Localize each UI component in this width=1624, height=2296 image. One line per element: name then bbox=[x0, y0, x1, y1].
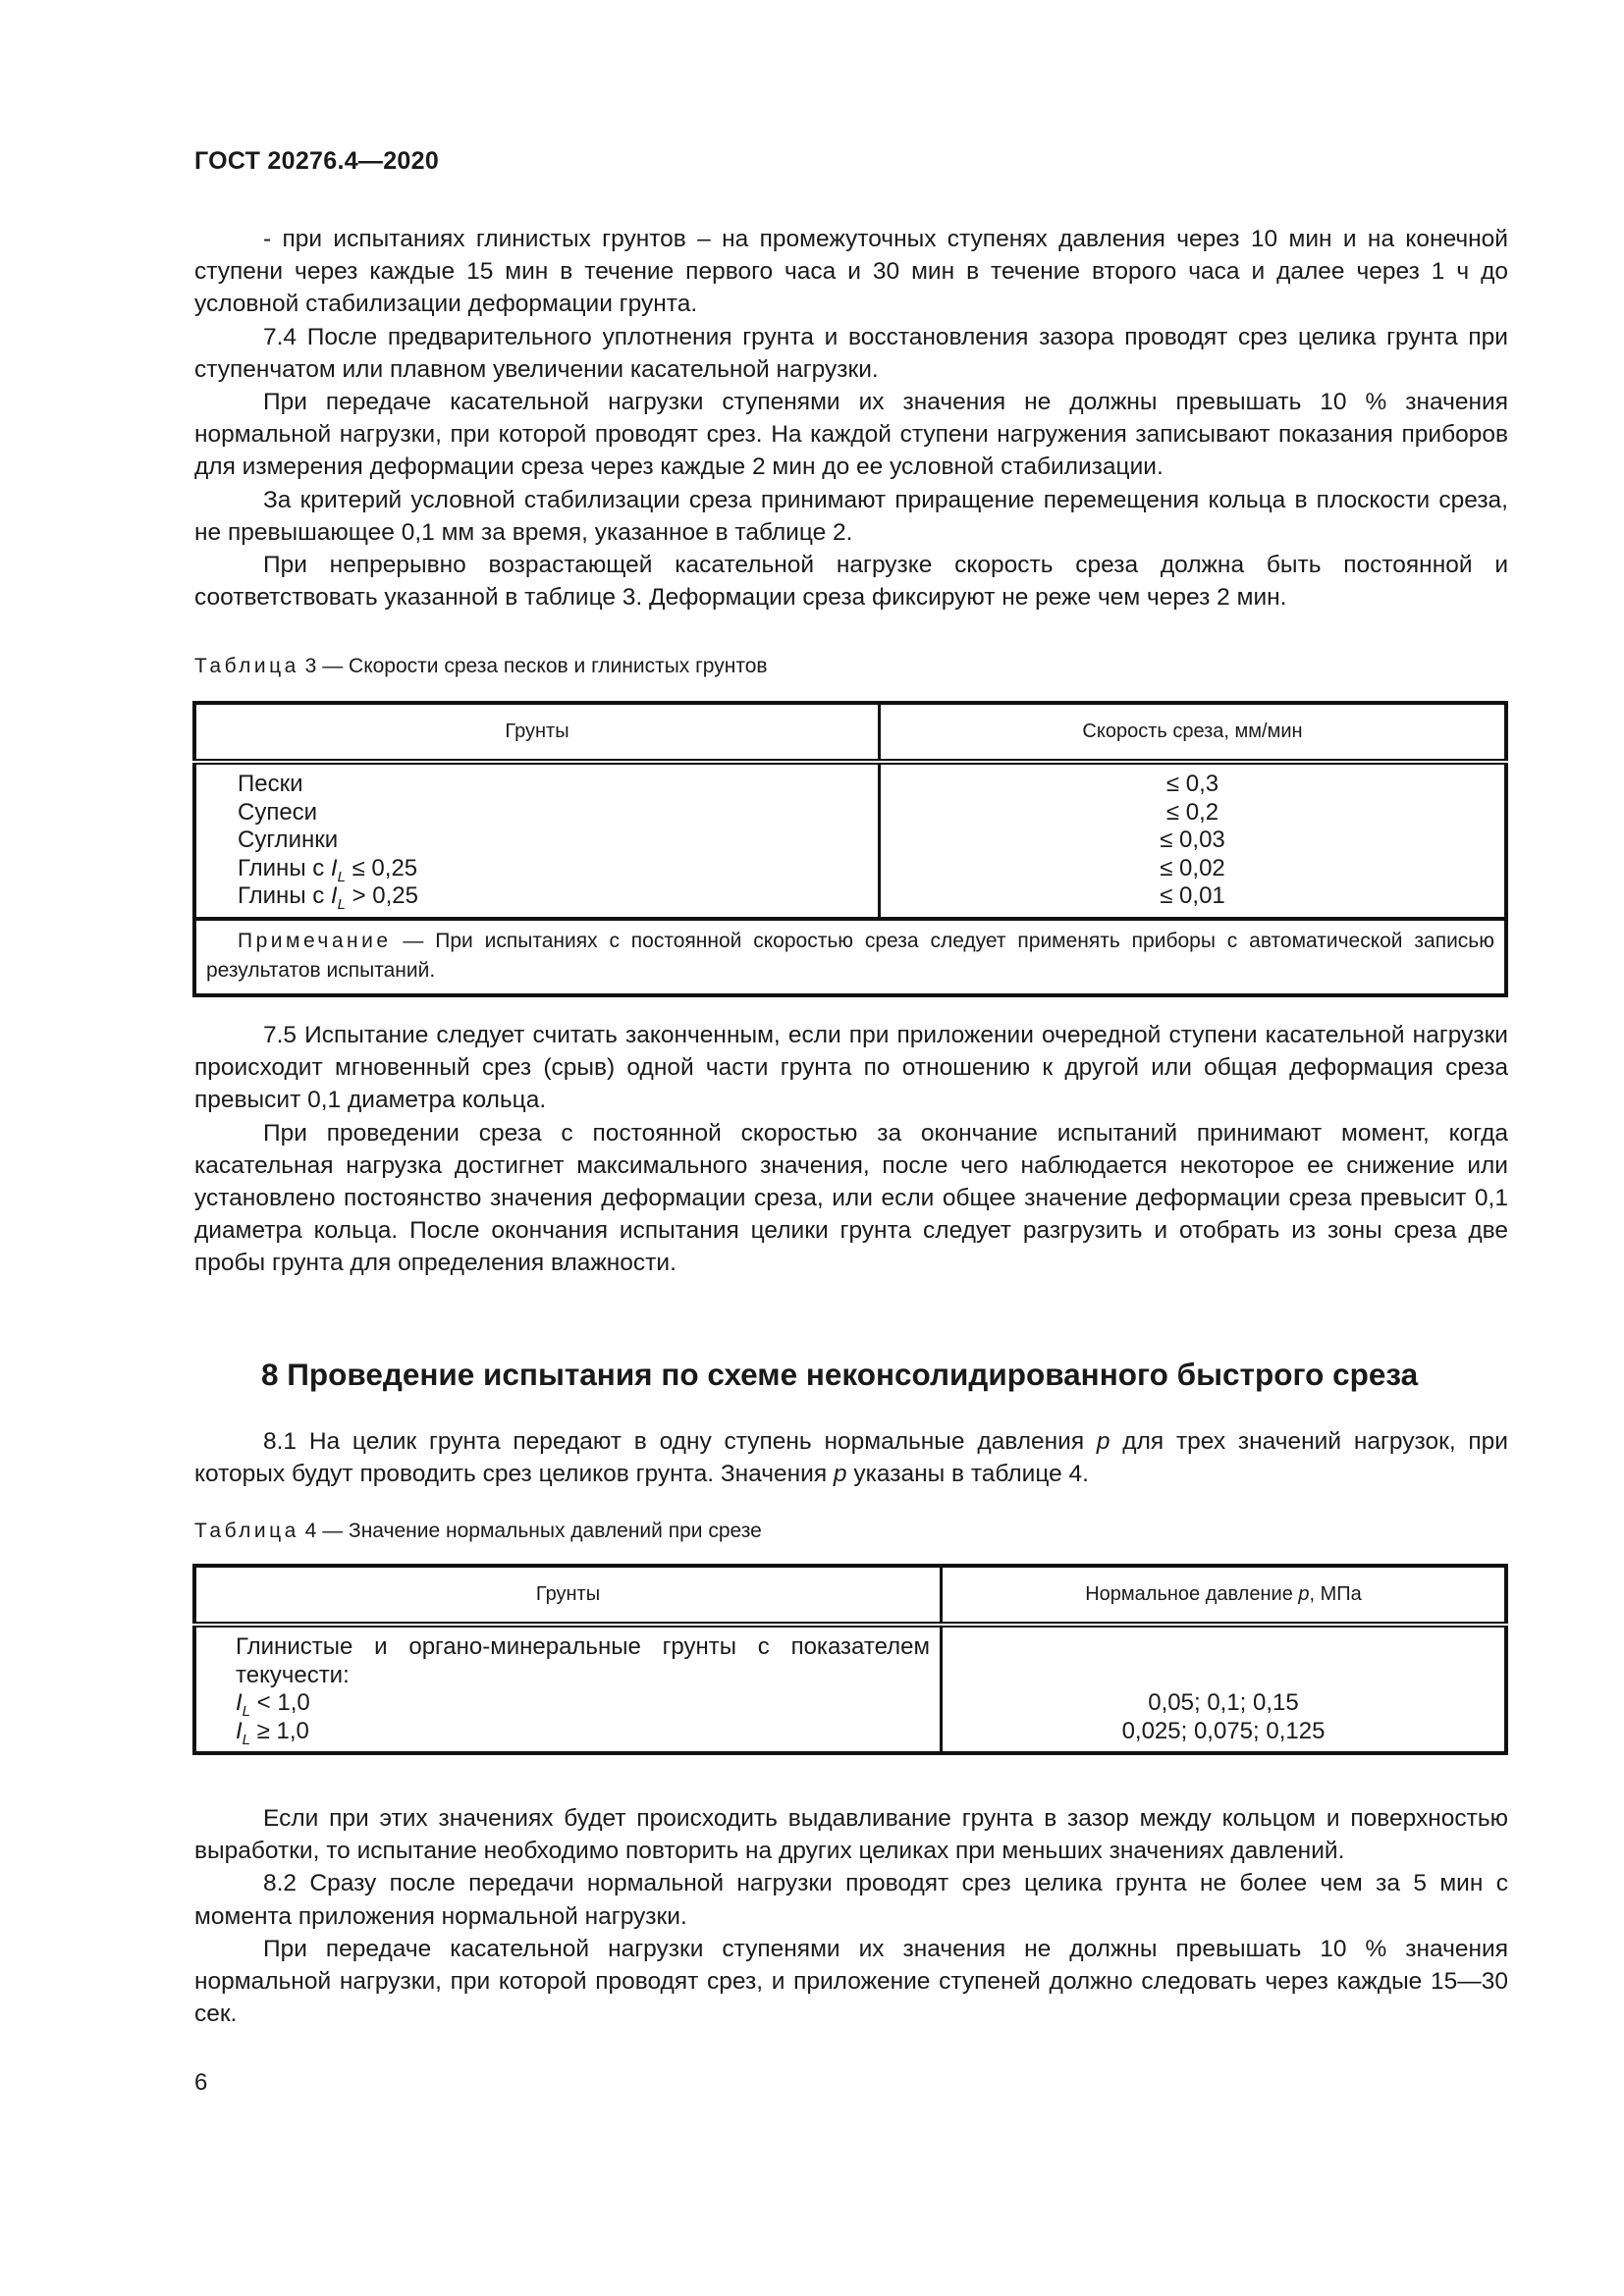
section-7-5-paragraphs bbox=[194, 1019, 1508, 1280]
paragraph-continuous-loading: При непрерывно возрастающей касательной нагрузке скорость среза должна быть постоянной и соответствовать указанной в таблице 3. Деформации среза фиксируют не реже чем через 2 мин. bbox=[194, 552, 1508, 612]
table-3-soil-column bbox=[194, 762, 880, 919]
table-4-pressure-column bbox=[942, 1625, 1507, 1753]
paragraph-extrusion-repeat: Если при этих значениях будет происходить выдавливание грунта в зазор между кольцом и поверхностью выработки, то испытание необходимо повторить на других целиках при меньших значениях давлений. bbox=[194, 1805, 1508, 1865]
table-3-caption-prefix: Таблица bbox=[194, 655, 299, 677]
section-8-heading: 8 Проведение испытания по схеме неконсолидированного быстрого среза bbox=[261, 1357, 1419, 1392]
paragraph-clay-intervals: - при испытаниях глинистых грунтов – на промежуточных ступенях давления через 10 мин и на конечной ступени через каждые 15 мин в течение первого часа и 30 мин в течение второго часа и далее через 1 ч до условной стабилизации деформации грунта. bbox=[194, 226, 1508, 318]
paragraph-8-1: 8.1 На целик грунта передают в одну ступень нормальные давления p для трех значений нагрузок, при которых будут проводить срез целиков грунта. Значения p указаны в таблице 4. bbox=[194, 1428, 1508, 1488]
table-3-row-soil: Супеси bbox=[238, 798, 318, 826]
table-3-row-soil: Пески bbox=[238, 771, 303, 797]
table-4-row-condition: $I_L < 1,0$ bbox=[236, 1689, 310, 1721]
paragraph-step-loading: При передаче касательной нагрузки ступенями их значения не должны превышать 10 % значения нормальной нагрузки, при которой проводят срез. На каждой ступени нагружения записывают показания приборов для измерения деформации среза через каждые 2 мин до ее условной стабилизации. bbox=[194, 389, 1508, 481]
table-3-caption bbox=[194, 655, 768, 678]
table-3-row-speed: ≤ 0,02 bbox=[1160, 854, 1225, 881]
table-4-row-pressure: 0,025; 0,075; 0,125 bbox=[1121, 1717, 1326, 1744]
table-3-row-soil: Глины с $I_L > 0,25$ bbox=[238, 882, 418, 914]
page-number: 6 bbox=[194, 2069, 208, 2096]
paragraph-stabilization-criterion: За критерий условной стабилизации среза принимают приращение перемещения кольца в плоскости среза, не превышающее 0,1 мм за время, указанное в таблице 2. bbox=[194, 486, 1508, 546]
table-4-caption bbox=[194, 1520, 762, 1543]
table-3-note-label: Примечание bbox=[238, 929, 392, 952]
table-3-row-speed: ≤ 0,2 bbox=[1165, 798, 1219, 826]
table-3-row-speed: ≤ 0,03 bbox=[1160, 827, 1225, 854]
table-4-caption-title: 4 — Значение нормальных давлений при срезе bbox=[298, 1520, 762, 1542]
table-3-row-speed: ≤ 0,3 bbox=[1165, 771, 1219, 797]
section-8-continued-paragraphs bbox=[194, 1802, 1508, 2030]
table-3-caption-title: 3 — Скорости среза песков и глинистых грунтов bbox=[298, 655, 768, 677]
table-3-note-text: — При испытаниях с постоянной скоростью среза следует применять приборы с автоматической записью результатов испытаний. bbox=[206, 929, 1494, 982]
table-4-row-condition: $I_L \ge 1,0$ bbox=[236, 1717, 309, 1748]
table-4-header-pressure: Нормальное давление p, МПа bbox=[942, 1566, 1507, 1625]
table-3-header-soil: Грунты bbox=[194, 703, 880, 762]
section-8-1-paragraph bbox=[194, 1425, 1508, 1490]
table-4-header-soil: Грунты bbox=[194, 1566, 942, 1625]
paragraph-constant-speed-end: При проведении среза с постоянной скоростью за окончание испытаний принимают момент, когда касательная нагрузка достигнет максимального значения, после чего наблюдается некоторое ее снижение или установлено постоянство значения деформации среза, или если общее значение деформации среза превысит 0,1 диаметра кольца. После окончания испытания целики грунта следует разгрузить и отобрать из зоны среза две пробы грунта для определения влажности. bbox=[194, 1119, 1508, 1277]
table-3-row-soil: Суглинки bbox=[238, 827, 339, 854]
table-4-normal-pressures bbox=[192, 1564, 1508, 1755]
table-3-row-speed: ≤ 0,01 bbox=[1160, 882, 1225, 910]
table-4-soil-description: Глинистые и органо-минеральные грунты с показателем текучести: bbox=[236, 1633, 930, 1688]
table-4-row-pressure: 0,05; 0,1; 0,15 bbox=[1148, 1689, 1299, 1717]
paragraph-7-5: 7.5 Испытание следует считать законченным, если при приложении очередной ступени касательной нагрузки происходит мгновенный срез (срыв) одной части грунта по отношению к другой или общая деформация среза превысит 0,1 диаметра кольца. bbox=[194, 1022, 1508, 1114]
table-3-header-speed: Скорость среза, мм/мин bbox=[880, 703, 1507, 762]
document-code-header: ГОСТ 20276.4—2020 bbox=[194, 147, 440, 175]
table-3-shear-speeds bbox=[192, 701, 1508, 997]
paragraph-7-4: 7.4 После предварительного уплотнения грунта и восстановления зазора проводят срез целика грунта при ступенчатом или плавном увеличении касательной нагрузки. bbox=[194, 323, 1508, 383]
table-3-speed-column bbox=[880, 762, 1507, 919]
table-4-soil-column bbox=[194, 1625, 942, 1753]
paragraph-tangential-steps: При передаче касательной нагрузки ступенями их значения не должны превышать 10 % значения нормальной нагрузки, при которой проводят срез, и приложение ступеней должно следовать через каждые 15—30 сек. bbox=[194, 1935, 1508, 2028]
table-3-row-soil: Глины с $I_L \le 0,25$ bbox=[238, 854, 418, 885]
paragraph-8-2: 8.2 Сразу после передачи нормальной нагрузки проводят срез целика грунта не более чем за 5 мин с момента приложения нормальной нагрузки. bbox=[194, 1870, 1508, 1930]
table-4-caption-prefix: Таблица bbox=[194, 1520, 299, 1542]
section-7-paragraphs bbox=[194, 223, 1508, 614]
table-3-note bbox=[194, 919, 1506, 995]
